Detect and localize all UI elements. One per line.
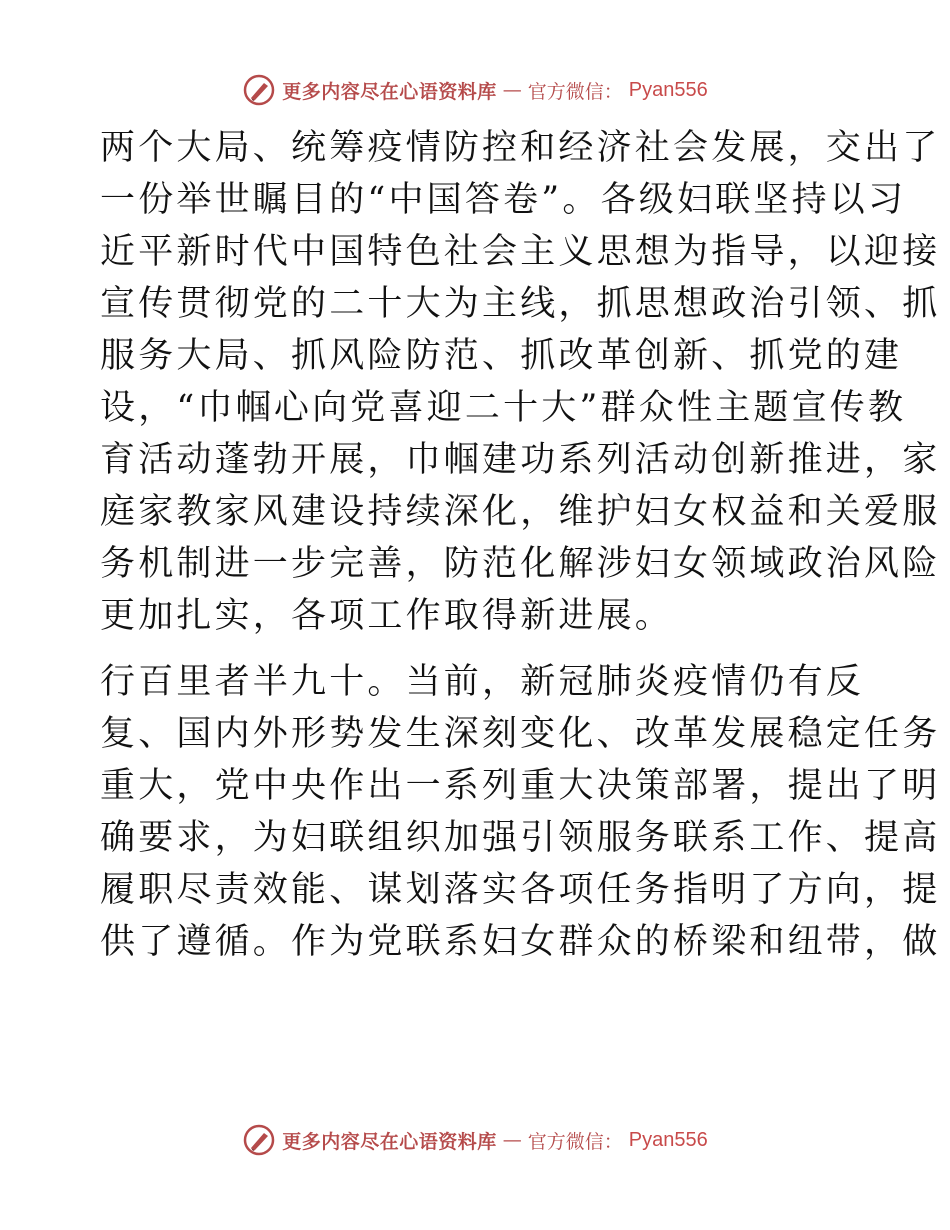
text-line: 务机制进一步完善，防范化解涉妇女领域政治风险 (100, 544, 941, 584)
document-body (100, 122, 941, 968)
footer-wechat-id: Pyan556 (628, 1128, 708, 1151)
text-line: 宣传贯彻党的二十大为主线，抓思想政治引领、抓 (100, 284, 941, 324)
text-line: 复、国内外形势发生深刻变化、改革发展稳定任务 (100, 714, 941, 754)
text-line: 两个大局、统筹疫情防控和经济社会发展，交出了 (100, 128, 941, 168)
footer-banner (0, 1120, 950, 1160)
text-line: 一份举世瞩目的“中国答卷”。各级妇联坚持以习 (100, 180, 907, 220)
text-line: 确要求，为妇联组织加强引领服务联系工作、提高 (100, 818, 941, 858)
footer-wechat-label: 官方微信： (527, 1130, 623, 1153)
text-line: 更加扎实，各项工作取得新进展。 (100, 596, 674, 636)
header-wechat-id: Pyan556 (628, 78, 708, 101)
header-brand: 更多内容尽在心语资料库 (282, 80, 497, 103)
text-line: 行百里者半九十。当前，新冠肺炎疫情仍有反 (100, 662, 865, 702)
header-wechat-label: 官方微信： (527, 80, 623, 103)
text-line: 供了遵循。作为党联系妇女群众的桥梁和纽带，做 (100, 922, 941, 962)
paragraph-gap (100, 642, 860, 656)
paragraph-2 (100, 656, 941, 968)
text-line: 育活动蓬勃开展，巾帼建功系列活动创新推进，家 (100, 440, 941, 480)
header-banner (0, 70, 950, 110)
text-line: 庭家教家风建设持续深化，维护妇女权益和关爱服 (100, 492, 941, 532)
text-line: 服务大局、抓风险防范、抓改革创新、抓党的建 (100, 336, 903, 376)
footer-separator: — (502, 1129, 522, 1151)
header-separator: — (502, 79, 522, 101)
footer-brand: 更多内容尽在心语资料库 (282, 1130, 497, 1153)
text-line: 近平新时代中国特色社会主义思想为指导，以迎接 (100, 232, 941, 272)
pen-logo-icon (242, 73, 276, 107)
text-line: 履职尽责效能、谋划落实各项任务指明了方向，提 (100, 870, 941, 910)
text-line: 重大，党中央作出一系列重大决策部署，提出了明 (100, 766, 941, 806)
pen-logo-icon (242, 1123, 276, 1157)
paragraph-1 (100, 122, 941, 642)
text-line: 设，“巾帼心向党喜迎二十大”群众性主题宣传教 (100, 388, 907, 428)
